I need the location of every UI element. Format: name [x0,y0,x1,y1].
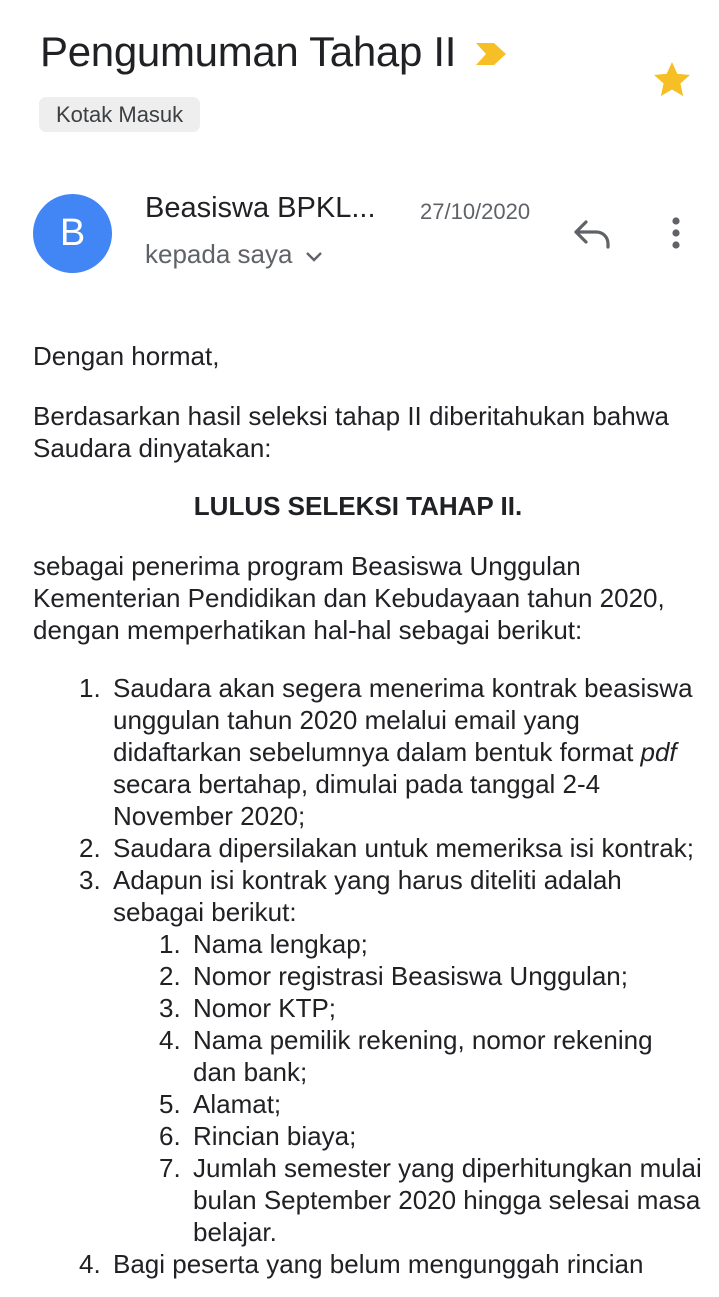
reply-icon[interactable] [572,216,612,250]
contract-contents-list [159,928,703,1248]
email-body [33,340,703,1280]
sub-list-item-number: 1. [159,929,181,959]
list-item [79,864,703,1248]
list-item-text: Saudara akan segera menerima kontrak beasiswa unggulan tahun 2020 melalui email yang didaftarkan sebelumnya dalam bentuk format [113,673,693,767]
sub-list-item [159,992,703,1024]
sender-name: Beasiswa BPKL... [145,192,376,224]
list-item [79,672,703,832]
sub-list-item-text: Nama lengkap; [193,929,368,959]
list-item-italic: pdf [640,737,677,767]
avatar[interactable]: B [33,194,112,273]
result-headline: LULUS SELEKSI TAHAP II. [193,491,523,521]
list-item-number: 4. [79,1249,101,1279]
list-item-number: 3. [79,865,101,895]
sub-list-item-number: 7. [159,1153,181,1183]
greeting-text: Dengan hormat, [33,341,220,371]
sub-list-item-number: 4. [159,1025,181,1055]
list-item-number: 2. [79,833,101,863]
list-item-text: Bagi peserta yang belum mengunggah rincian [113,1249,644,1279]
sub-list-item-text: Alamat; [193,1089,282,1119]
recipient-details-toggle[interactable] [145,239,324,270]
sub-list-item-number: 2. [159,961,181,991]
sub-list-item-number: 5. [159,1089,181,1119]
sub-list-item [159,1088,703,1120]
sub-list-item-text: Jumlah semester yang diperhitungkan mulai bulan September 2020 hingga selesai masa belajar. [193,1153,702,1247]
list-item [79,1248,703,1280]
sub-list-item [159,928,703,960]
list-item-text: Saudara dipersilakan untuk memeriksa isi kontrak; [113,833,694,863]
recipient-text: kepada saya [145,239,293,269]
sub-list-item [159,960,703,992]
email-subject: Pengumuman Tahap II [40,28,457,75]
subject-row [40,26,629,78]
label-chip-inbox[interactable]: Kotak Masuk [39,97,200,132]
list-item-number: 1. [79,673,101,703]
sub-list-item [159,1120,703,1152]
chevron-down-icon [304,250,324,264]
continuation-text: sebagai penerima program Beasiswa Unggulan Kementerian Pendidikan dan Kebudayaan tahun 2020, dengan memperhatikan hal-hal sebagai berikut: [33,551,665,645]
list-item-text: Adapun isi kontrak yang harus diteliti adalah sebagai berikut: [113,865,622,927]
sub-list-item-text: Nomor KTP; [193,993,337,1023]
intro-text: Berdasarkan hasil seleksi tahap II diberitahukan bahwa Saudara dinyatakan: [33,401,669,463]
sub-list-item-number: 6. [159,1121,181,1151]
sub-list-item-number: 3. [159,993,181,1023]
sub-list-item [159,1024,703,1088]
list-item-text: secara bertahap, dimulai pada tanggal 2-4 November 2020; [113,769,601,831]
sub-list-item-text: Rincian biaya; [193,1121,357,1151]
instruction-list [79,672,703,1280]
message-date: 27/10/2020 [420,199,531,224]
list-item [79,832,703,864]
sub-list-item-text: Nama pemilik rekening, nomor rekening dan bank; [193,1025,653,1087]
sub-list-item-text: Nomor registrasi Beasiswa Unggulan; [193,961,628,991]
sub-list-item [159,1152,703,1248]
star-icon[interactable] [650,58,694,102]
more-vert-icon[interactable] [662,214,690,254]
importance-marker-icon[interactable] [474,41,508,67]
